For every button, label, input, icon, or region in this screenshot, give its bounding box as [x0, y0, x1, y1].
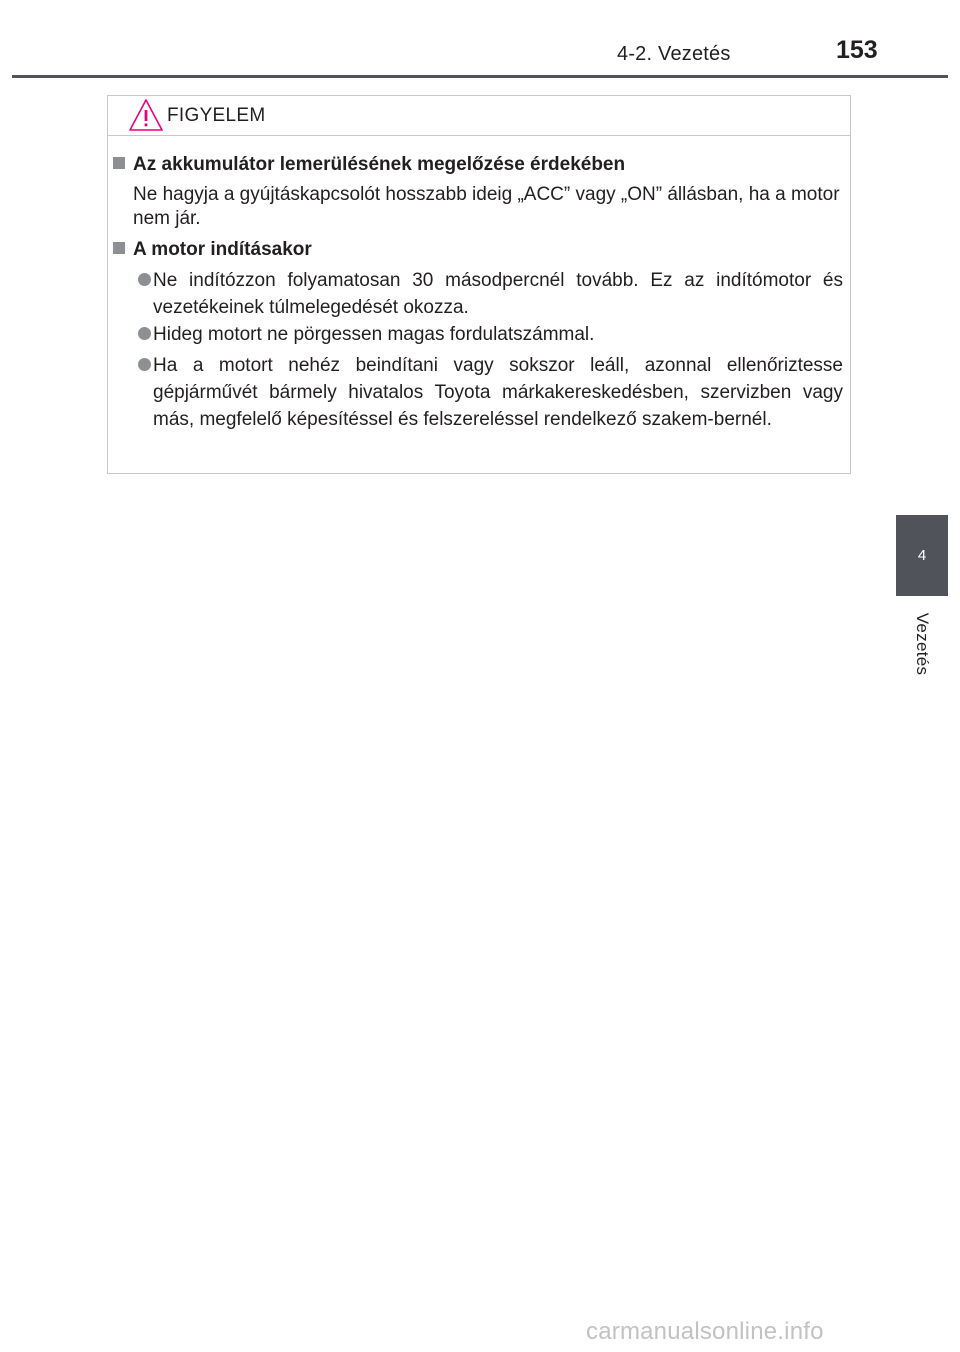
- chapter-tab[interactable]: [896, 515, 948, 596]
- list-item-text: Ne indítózzon folyamatosan 30 másodpercnél tovább. Ez az indítómotor és vezetékeinek túlmelegedését okozza.: [153, 270, 843, 318]
- section-paragraph: Ne hagyja a gyújtáskapcsolót hosszabb ideig „ACC” vagy „ON” állásban, ha a motor nem jár.: [133, 184, 840, 229]
- chapter-label: Vezetés: [913, 612, 932, 676]
- warning-triangle-icon: [127, 97, 165, 133]
- chapter-number: 4: [917, 547, 927, 564]
- section-heading-text: Az akkumulátor lemerülésének megelőzése érdekében: [133, 154, 626, 175]
- section-heading-engine-start: [113, 239, 312, 261]
- section-heading-battery: [113, 154, 625, 176]
- list-item: [121, 267, 843, 321]
- warning-header: [108, 96, 850, 136]
- section-heading-text: A motor indításakor: [133, 239, 312, 260]
- warning-box: [107, 95, 851, 474]
- list-item-text: Hideg motort ne pörgessen magas fordulatszámmal.: [153, 324, 595, 345]
- header-divider: [12, 75, 948, 78]
- round-bullet-icon: [138, 358, 151, 371]
- list-item: [121, 321, 843, 348]
- list-item: [121, 352, 843, 433]
- page-number: 153: [836, 36, 878, 64]
- square-bullet-icon: [113, 157, 125, 169]
- square-bullet-icon: [113, 242, 125, 254]
- round-bullet-icon: [138, 273, 151, 286]
- list-item-text: Ha a motort nehéz beindítani vagy sokszor leáll, azonnal ellenőriztesse gépjárművét bármely hivatalos Toyota márkakereskedésben, szervizben vagy más, megfelelő képesítéssel és felszereléssel rendelkező szakem-bernél.: [153, 355, 843, 430]
- warning-title: FIGYELEM: [167, 105, 266, 126]
- watermark: carmanualsonline.info: [586, 1318, 824, 1345]
- round-bullet-icon: [138, 327, 151, 340]
- section-title: 4-2. Vezetés: [617, 43, 731, 65]
